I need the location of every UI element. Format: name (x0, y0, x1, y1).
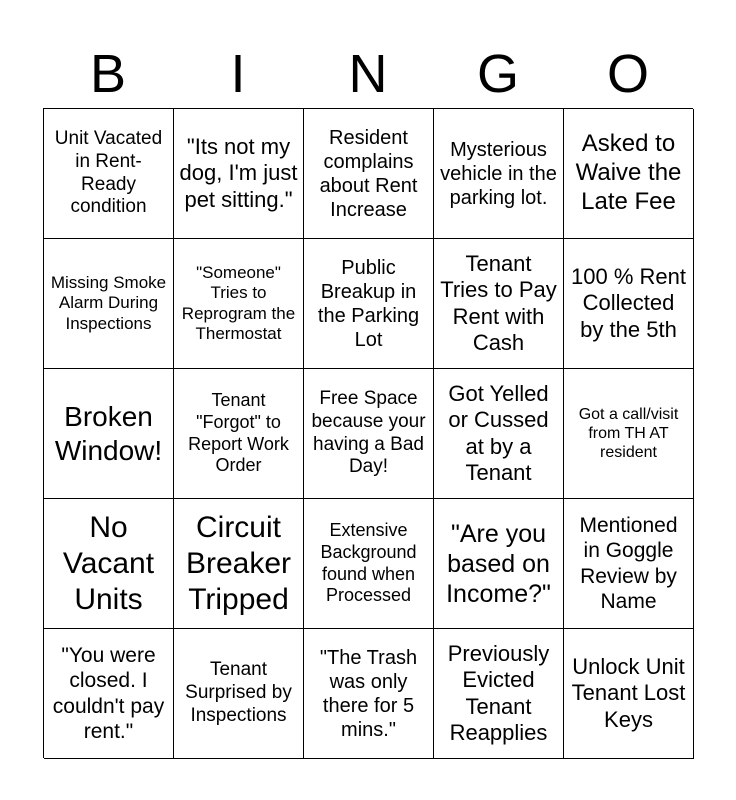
bingo-cell-text: Got Yelled or Cussed at by a Tenant (448, 380, 549, 485)
header-letter-g: G (476, 44, 519, 104)
bingo-cell-r2-c4[interactable] (434, 239, 564, 369)
bingo-cell-r2-c2[interactable] (174, 239, 304, 369)
header-letter-n: N (348, 44, 388, 104)
header-letter-i: I (230, 44, 246, 104)
bingo-cell-r3-c5[interactable] (564, 369, 694, 499)
bingo-cell-text: Tenant Surprised by Inspections (185, 659, 292, 726)
bingo-cell-r5-c5[interactable] (564, 629, 694, 759)
bingo-cell-r5-c4[interactable] (434, 629, 564, 759)
bingo-cell-text: Asked to Waive the Late Fee (575, 130, 682, 215)
bingo-cell-text: 100 % Rent Collected by the 5th (571, 263, 686, 342)
bingo-cell-text: "You were closed. I couldn't pay rent." (52, 644, 165, 743)
bingo-cell-r3-c3[interactable] (304, 369, 434, 499)
bingo-cell-text: Circuit Breaker Tripped (185, 510, 292, 616)
bingo-cell-r1-c1[interactable] (44, 109, 174, 239)
bingo-cell-text: Extensive Background found when Processed (320, 520, 417, 606)
bingo-cell-r3-c1[interactable] (44, 369, 174, 499)
bingo-cell-text: Resident complains about Rent Increase (319, 126, 418, 221)
bingo-cell-text: Unlock Unit Tenant Lost Keys (571, 653, 686, 732)
bingo-cell-text: Free Space because your having a Bad Day! (311, 387, 426, 478)
bingo-cell-text: Mysterious vehicle in the parking lot. (440, 138, 557, 209)
bingo-cell-r4-c1[interactable] (44, 499, 174, 629)
bingo-cell-text: "Are you based on Income?" (446, 519, 551, 608)
bingo-cell-r4-c4[interactable] (434, 499, 564, 629)
bingo-cell-text: Unit Vacated in Rent-Ready condition (54, 127, 163, 218)
bingo-cell-r3-c2[interactable] (174, 369, 304, 499)
bingo-cell-r5-c3[interactable] (304, 629, 434, 759)
bingo-cell-r4-c5[interactable] (564, 499, 694, 629)
bingo-cell-r5-c1[interactable] (44, 629, 174, 759)
bingo-card-grid (43, 108, 693, 758)
bingo-cell-text: Public Breakup in the Parking Lot (317, 256, 420, 351)
bingo-cell-r4-c2[interactable] (174, 499, 304, 629)
bingo-cell-r1-c5[interactable] (564, 109, 694, 239)
bingo-cell-text: Tenant "Forgot" to Report Work Order (188, 390, 289, 476)
bingo-cell-text: No Vacant Units (62, 510, 155, 616)
bingo-cell-text: "The Trash was only there for 5 mins." (319, 646, 418, 741)
bingo-header (43, 40, 693, 108)
bingo-cell-text: Tenant Tries to Pay Rent with Cash (440, 250, 557, 355)
bingo-cell-text: Mentioned in Goggle Review by Name (579, 514, 678, 613)
bingo-cell-r2-c1[interactable] (44, 239, 174, 369)
bingo-cell-text: Previously Evicted Tenant Reapplies (447, 640, 550, 745)
bingo-cell-r3-c4[interactable] (434, 369, 564, 499)
bingo-cell-r2-c3[interactable] (304, 239, 434, 369)
bingo-cell-r5-c2[interactable] (174, 629, 304, 759)
bingo-cell-text: Missing Smoke Alarm During Inspections (50, 272, 167, 333)
bingo-cell-text: "Someone" Tries to Reprogram the Thermostat (181, 262, 296, 343)
header-letter-o: O (606, 44, 649, 104)
bingo-cell-text: "Its not my dog, I'm just pet sitting." (179, 133, 298, 212)
bingo-cell-r1-c2[interactable] (174, 109, 304, 239)
bingo-cell-r1-c4[interactable] (434, 109, 564, 239)
bingo-cell-r2-c5[interactable] (564, 239, 694, 369)
bingo-cell-text: Broken Window! (54, 400, 163, 466)
header-letter-b: B (89, 44, 127, 104)
bingo-cell-text: Got a call/visit from TH AT resident (578, 405, 679, 462)
bingo-cell-r4-c3[interactable] (304, 499, 434, 629)
bingo-cell-r1-c3[interactable] (304, 109, 434, 239)
